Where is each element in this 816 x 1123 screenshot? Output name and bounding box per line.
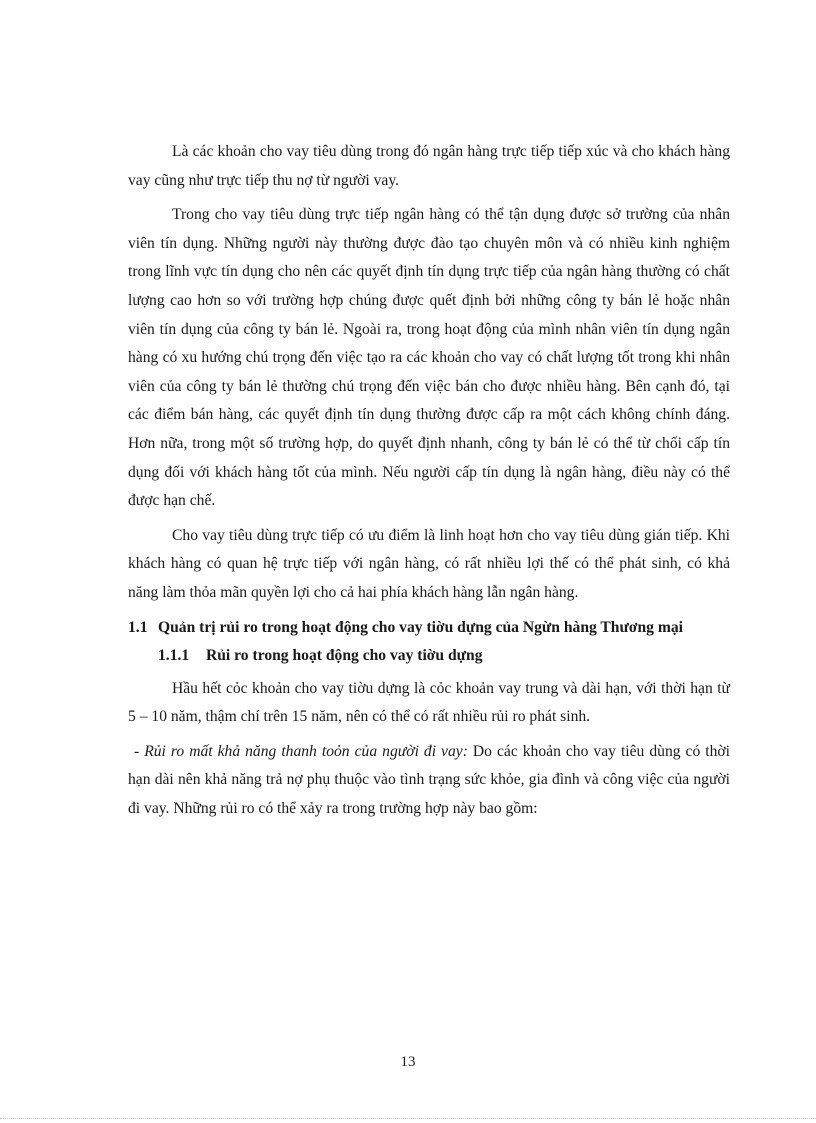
list-dash: - — [134, 742, 145, 760]
paragraph-direct-loan-definition: Là các khoản cho vay tiêu dùng trong đó ngân hàng trực tiếp tiếp xúc và cho khách hàng vay cũng như trực tiếp thu nợ từ người vay. — [128, 143, 730, 189]
page-body — [128, 138, 730, 824]
paragraph-insolvency-risk — [128, 738, 730, 824]
section-number: 1.1 — [128, 618, 148, 636]
risk-item-body: Do các khoản cho vay tiêu dùng có thời hạn dài nên khả năng trả nợ phụ thuộc vào tình trạng sức khỏe, gia đình và công việc của người đi vay. Những rủi ro có thể xảy ra trong trường hợp này bao gồm: — [128, 742, 730, 818]
page-bottom-divider — [0, 1118, 816, 1119]
paragraph-loan-terms: Hầu hết cỏc khoản cho vay tiờu dựng là cỏc khoản vay trung và dài hạn, với thời hạn từ 5 – 10 năm, thậm chí trên 15 năm, nên có thể có rất nhiều rủi ro phát sinh. — [128, 679, 730, 726]
paragraph-direct-loan-flexibility: Cho vay tiêu dùng trực tiếp có ưu điểm là linh hoạt hơn cho vay tiêu dùng gián tiếp. Khi khách hàng có quan hệ trực tiếp với ngân hàng, có rất nhiều lợi thế có thể phát sinh, có khả năng làm thỏa mãn quyền lợi cho cả hai phía khách hàng lẫn ngân hàng. — [128, 526, 730, 601]
risk-item-title: Rủi ro mất khả năng thanh toỏn của người đi vay: — [144, 742, 468, 760]
section-title: Quản trị rủi ro trong hoạt động cho vay tiờu dựng của Ngừn hàng Thương mại — [158, 618, 683, 636]
page-number: 13 — [400, 1054, 416, 1070]
subsection-title: Rủi ro trong hoạt động cho vay tiờu dựng — [206, 647, 483, 665]
subsection-heading-1-1-1 — [128, 642, 730, 671]
subsection-number: 1.1.1 — [158, 647, 190, 665]
section-heading-1-1 — [128, 614, 730, 643]
paragraph-direct-loan-advantages: Trong cho vay tiêu dùng trực tiếp ngân hàng có thể tận dụng được sở trường của nhân viên tín dụng. Những người này thường được đào tạo chuyên môn và có nhiều kinh nghiệm trong lĩnh vực tín dụng cho nên các quyết định tín dụng trực tiếp của ngân hàng thường có chất lượng cao hơn so với trường hợp chúng được quết định bởi những công ty bán lẻ hoặc nhân viên tín dụng của công ty bán lẻ. Ngoài ra, trong hoạt động của mình nhân viên tín dụng ngân hàng có xu hướng chú trọng đến việc tạo ra các khoản cho vay có chất lượng tốt trong khi nhân viên của công ty bán lẻ thường chú trọng đến việc bán cho được nhiều hàng. Bên cạnh đó, tại các điểm bán hàng, các quyết định tín dụng thường được cấp ra một cách không chính đáng. Hơn nữa, trong một số trường hợp, do quyết định nhanh, công ty bán lẻ có thể từ chối cấp tín dụng đối với khách hàng tốt của mình. Nếu người cấp tín dụng là ngân hàng, điều này có thể được hạn chế. — [128, 206, 730, 510]
